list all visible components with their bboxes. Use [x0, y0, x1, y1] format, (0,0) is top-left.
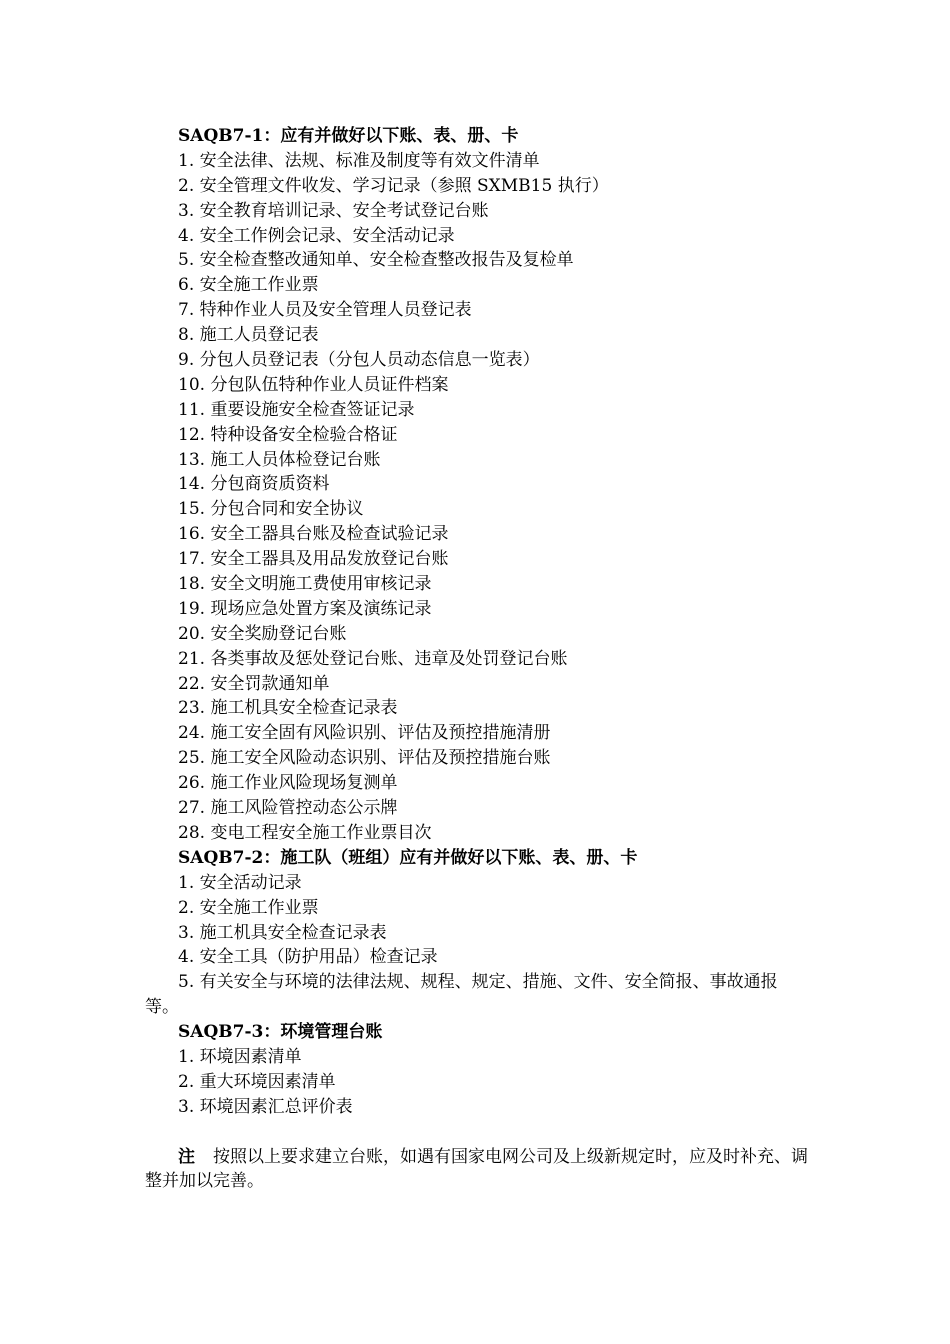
list-item: 15. 分包合同和安全协议 — [178, 499, 364, 520]
list-item: 24. 施工安全固有风险识别、评估及预控措施清册 — [178, 723, 551, 744]
list-item: 3. 环境因素汇总评价表 — [178, 1096, 353, 1117]
list-item: 3. 施工机具安全检查记录表 — [178, 922, 387, 943]
list-item: 27. 施工风险管控动态公示牌 — [178, 798, 398, 819]
document-page — [145, 124, 810, 1194]
note-label: 注 — [178, 1146, 195, 1167]
list-item: 7. 特种作业人员及安全管理人员登记表 — [178, 300, 472, 321]
list-item: 17. 安全工器具及用品发放登记台账 — [178, 549, 449, 570]
list-item: 13. 施工人员体检登记台账 — [178, 449, 381, 470]
list-item: 12. 特种设备安全检验合格证 — [178, 424, 398, 445]
list-item: 14. 分包商资质资料 — [178, 474, 330, 495]
list-item: 9. 分包人员登记表（分包人员动态信息一览表） — [178, 350, 540, 371]
list-item: 1. 安全法律、法规、标准及制度等有效文件清单 — [178, 150, 540, 171]
list-item: 11. 重要设施安全检查签证记录 — [178, 399, 415, 420]
section-3-heading: SAQB7-3：环境管理台账 — [178, 1022, 383, 1043]
list-item: 3. 安全教育培训记录、安全考试登记台账 — [178, 200, 489, 221]
list-item: 6. 安全施工作业票 — [178, 275, 319, 296]
list-item: 20. 安全奖励登记台账 — [178, 623, 347, 644]
list-item: 16. 安全工器具台账及检查试验记录 — [178, 524, 449, 545]
list-item: 4. 安全工具（防护用品）检查记录 — [178, 947, 438, 968]
note-paragraph — [145, 1145, 810, 1195]
list-item: 4. 安全工作例会记录、安全活动记录 — [178, 225, 455, 246]
list-item: 2. 重大环境因素清单 — [178, 1071, 336, 1092]
list-item: 10. 分包队伍特种作业人员证件档案 — [178, 374, 449, 395]
list-item: 28. 变电工程安全施工作业票目次 — [178, 822, 432, 843]
list-item: 5. 安全检查整改通知单、安全检查整改报告及复检单 — [178, 250, 574, 271]
list-item: 21. 各类事故及惩处登记台账、违章及处罚登记台账 — [178, 648, 568, 669]
list-item: 18. 安全文明施工费使用审核记录 — [178, 574, 432, 595]
list-item: 26. 施工作业风险现场复测单 — [178, 773, 398, 794]
note-text: 按照以上要求建立台账，如遇有国家电网公司及上级新规定时，应及时补充、调整并加以完善。 — [145, 1146, 808, 1192]
list-item: 2. 安全施工作业票 — [178, 897, 319, 918]
list-item: 19. 现场应急处置方案及演练记录 — [178, 598, 432, 619]
list-item: 8. 施工人员登记表 — [178, 325, 319, 346]
spacer — [145, 1120, 810, 1145]
list-item-wrapped: 5. 有关安全与环境的法律法规、规程、规定、措施、文件、安全简报、事故通报等。 — [145, 972, 778, 1018]
list-item: 22. 安全罚款通知单 — [178, 673, 330, 694]
list-item: 2. 安全管理文件收发、学习记录（参照 SXMB15 执行） — [178, 175, 609, 196]
list-item: 23. 施工机具安全检查记录表 — [178, 698, 398, 719]
list-item: 1. 安全活动记录 — [178, 872, 302, 893]
section-2-heading: SAQB7-2：施工队（班组）应有并做好以下账、表、册、卡 — [178, 847, 638, 868]
section-1-heading: SAQB7-1：应有并做好以下账、表、册、卡 — [178, 126, 519, 146]
list-item: 1. 环境因素清单 — [178, 1046, 302, 1067]
list-item: 25. 施工安全风险动态识别、评估及预控措施台账 — [178, 748, 551, 769]
